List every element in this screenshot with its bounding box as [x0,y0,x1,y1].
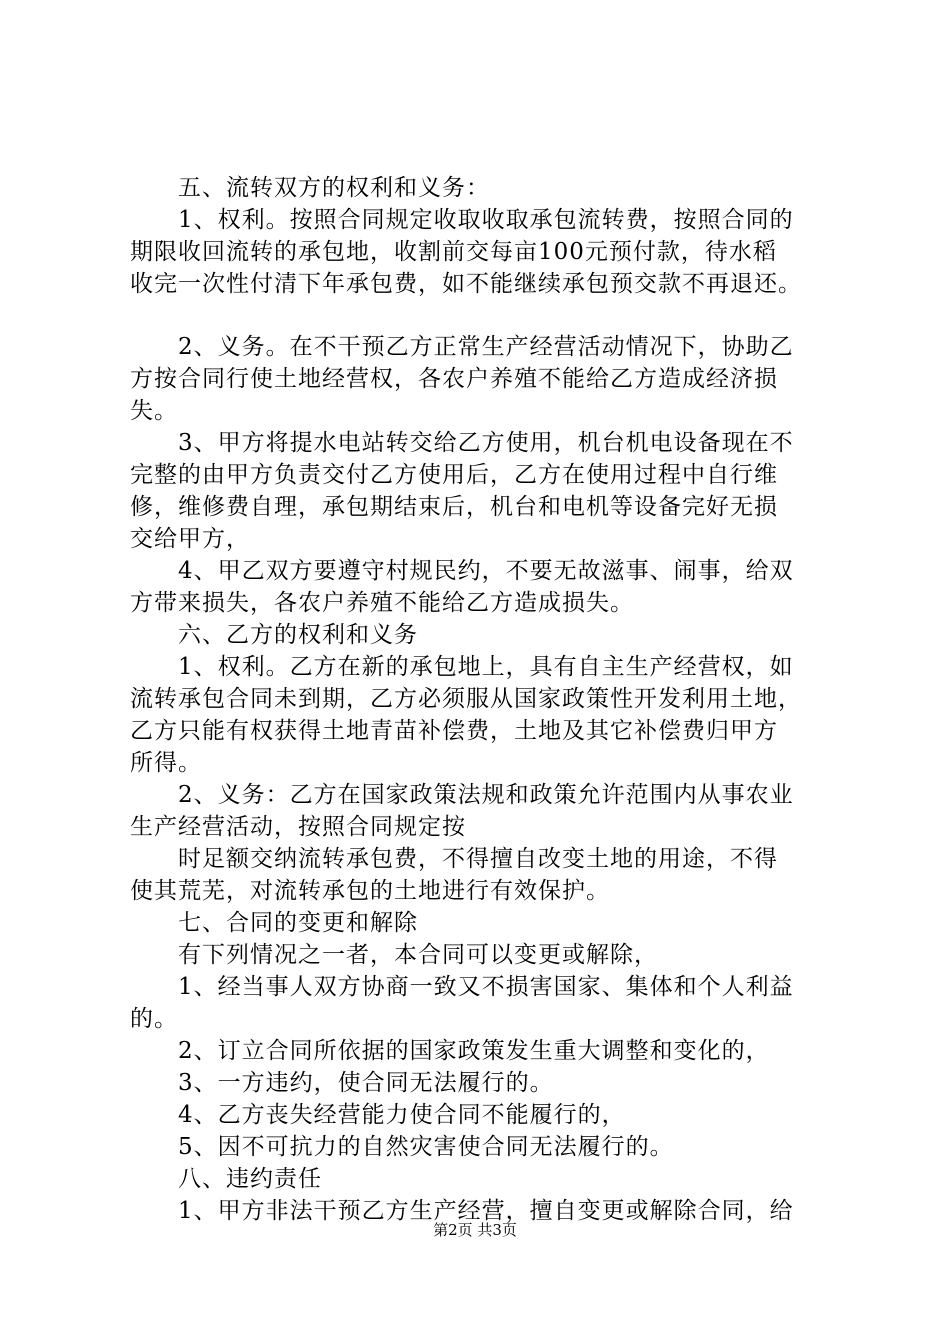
document-line: 六、乙方的权利和义务 [130,622,418,648]
document-line: 七、合同的变更和解除 [130,910,418,936]
document-line: 1、经当事人双方协商一致又不损害国家、集体和个人利益 [130,974,794,1000]
document-line: 的。 [130,1006,178,1032]
document-line: 1、权利。乙方在新的承包地上，具有自主生产经营权，如 [130,654,794,680]
document-line: 3、一方违约，使合同无法履行的。 [130,1070,554,1096]
document-line: 失。 [130,398,178,424]
document-line: 5、因不可抗力的自然灾害使合同无法履行的。 [130,1134,674,1160]
document-line: 乙方只能有权获得土地青苗补偿费，土地及其它补偿费归甲方 [130,718,778,744]
document-line: 流转承包合同未到期，乙方必须服从国家政策性开发利用土地， [130,686,802,712]
document-line: 所得。 [130,750,202,776]
document-line: 1、权利。按照合同规定收取收取承包流转费，按照合同的 [130,207,794,233]
document-line: 时足额交纳流转承包费，不得擅自改变土地的用途，不得 [130,846,778,872]
document-line: 八、违约责任 [130,1166,322,1192]
document-line: 期限收回流转的承包地，收割前交每亩100元预付款，待水稻 [130,239,777,265]
document-line: 1、甲方非法干预乙方生产经营，擅自变更或解除合同，给 [130,1198,794,1224]
page-number-footer: 第2页 共3页 [433,1221,517,1239]
document-line: 完整的由甲方负责交付乙方使用后，乙方在使用过程中自行维 [130,462,778,488]
document-line: 五、流转双方的权利和义务： [130,175,490,201]
document-line: 2、订立合同所依据的国家政策发生重大调整和变化的， [130,1038,770,1064]
document-line: 3、甲方将提水电站转交给乙方使用，机台机电设备现在不 [130,430,794,456]
document-line: 交给甲方， [130,526,250,552]
document-line: 生产经营活动，按照合同规定按 [130,814,466,840]
document-line: 2、义务：乙方在国家政策法规和政策允许范围内从事农业 [130,782,794,808]
document-line: 修，维修费自理，承包期结束后，机台和电机等设备完好无损 [130,494,778,520]
document-line: 方带来损失，各农户养殖不能给乙方造成损失。 [130,590,634,616]
document-line: 4、甲乙双方要遵守村规民约，不要无故滋事、闹事，给双 [130,558,794,584]
document-line: 收完一次性付清下年承包费，如不能继续承包预交款不再退还。 [130,271,802,297]
document-line: 4、乙方丧失经营能力使合同不能履行的， [130,1102,626,1128]
document-line: 方按合同行使土地经营权，各农户养殖不能给乙方造成经济损 [130,366,778,392]
document-line: 有下列情况之一者，本合同可以变更或解除， [130,942,658,968]
document-line: 使其荒芜，对流转承包的土地进行有效保护。 [130,878,610,904]
document-line: 2、义务。在不干预乙方正常生产经营活动情况下，协助乙 [130,334,794,360]
